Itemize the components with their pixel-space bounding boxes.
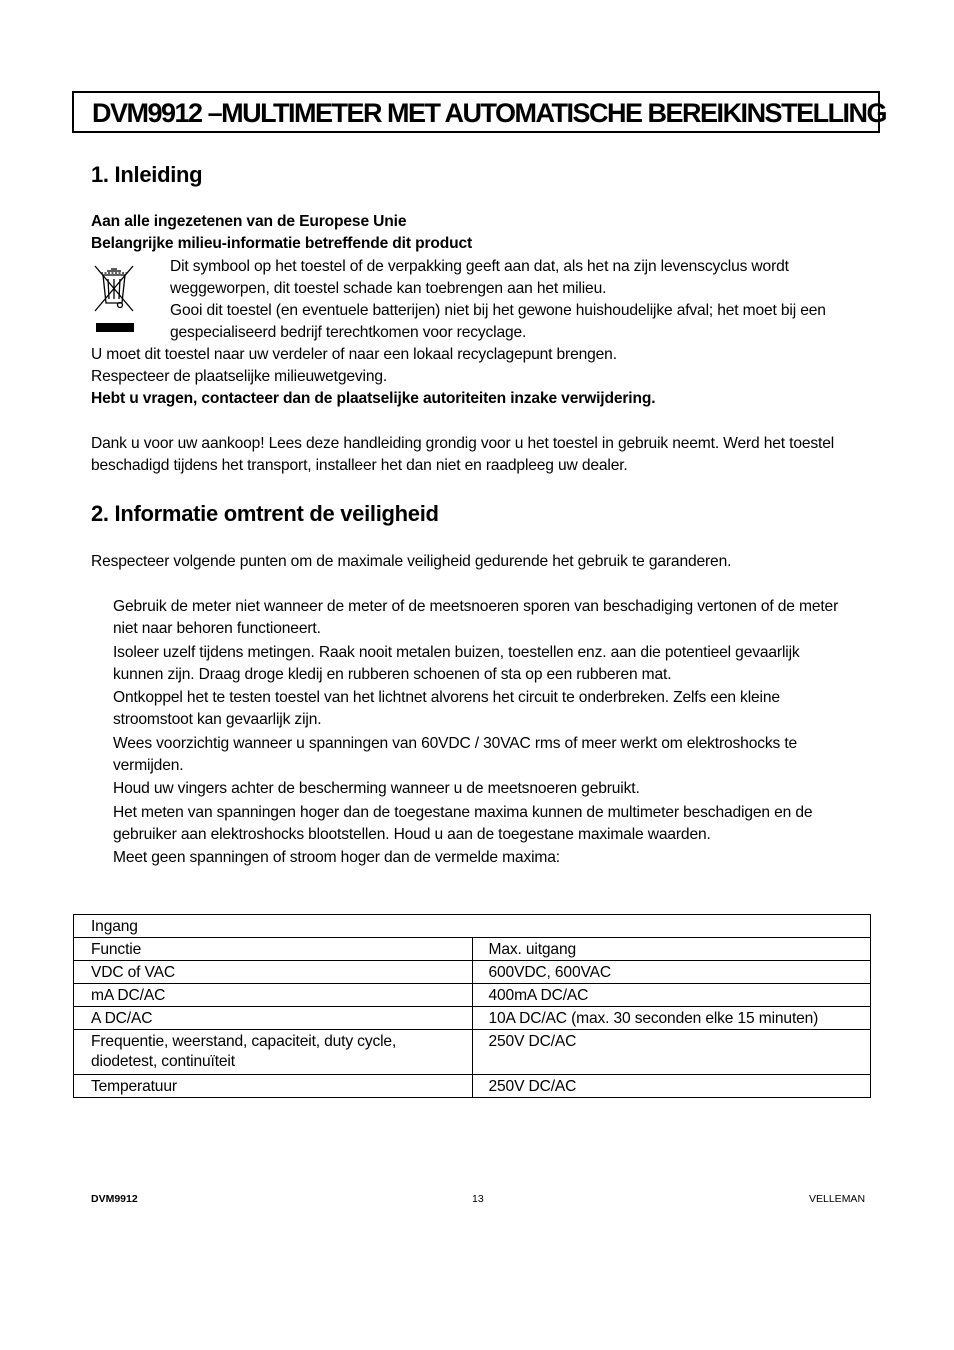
- safety-line-10: Het meten van spanningen hoger dan de toegestane maxima kunnen de multimeter beschadigen en de: [113, 804, 813, 821]
- weee-text-line-3: Gooi dit toestel (en eventuele batterijen) niet bij het gewone huishoudelijke afval; het moet bij een: [170, 302, 826, 319]
- thanks-line-2: beschadigd tijdens het transport, installeer het dan niet en raadpleeg uw dealer.: [91, 457, 628, 474]
- thanks-line-1: Dank u voor uw aankoop! Lees deze handleiding grondig voor u het toestel in gebruik neemt. Werd het toestel: [91, 435, 835, 452]
- section-2-heading: 2. Informatie omtrent de veiligheid: [91, 501, 439, 526]
- safety-line-12: Meet geen spanningen of stroom hoger dan de vermelde maxima:: [113, 849, 560, 866]
- environmental-law-note: Respecteer de plaatselijke milieuwetgeving.: [91, 368, 388, 385]
- footer-model: DVM9912: [91, 1193, 138, 1205]
- safety-line-9: Houd uw vingers achter de bescherming wanneer u de meetsnoeren gebruikt.: [113, 780, 640, 797]
- table-row: [74, 1007, 871, 1030]
- table-header-input: Ingang: [74, 915, 871, 938]
- questions-note: Hebt u vragen, contacteer dan de plaatselijke autoriteiten inzake verwijdering.: [91, 390, 656, 407]
- crossed-out-wheelie-bin-icon: [91, 263, 137, 335]
- table-cell-max-output: 400mA DC/AC: [472, 984, 871, 1007]
- safety-line-2: niet naar behoren functioneert.: [113, 620, 321, 637]
- table-row: [74, 984, 871, 1007]
- table-cell-function: A DC/AC: [74, 1007, 473, 1030]
- safety-line-8: vermijden.: [113, 757, 184, 774]
- safety-line-6: stroomstoot kan gevaarlijk zijn.: [113, 711, 322, 728]
- table-row: [74, 938, 871, 961]
- safety-line-5: Ontkoppel het te testen toestel van het lichtnet alvorens het circuit te onderbreken. Zelfs een kleine: [113, 689, 780, 706]
- safety-line-11: gebruiker aan elektroshocks blootstellen. Houd u aan de toegestane maximale waarden.: [113, 826, 711, 843]
- weee-text-line-1: Dit symbool op het toestel of de verpakking geeft aan dat, als het na zijn levenscyclus wordt: [170, 258, 789, 275]
- title-box: [72, 91, 887, 133]
- table-row: [74, 915, 871, 938]
- footer-page-number: 13: [472, 1193, 484, 1205]
- safety-line-4: kunnen zijn. Draag droge kledij en rubberen schoenen of sta op een rubberen mat.: [113, 666, 672, 683]
- table-cell-function: [74, 1030, 473, 1075]
- eu-residents-heading: Aan alle ingezetenen van de Europese Unie: [91, 213, 407, 230]
- table-cell-function: mA DC/AC: [74, 984, 473, 1007]
- table-cell-function: Temperatuur: [74, 1075, 473, 1098]
- table-row: [74, 1075, 871, 1098]
- footer-brand: VELLEMAN: [809, 1193, 866, 1205]
- weee-text-line-2: weggeworpen, dit toestel schade kan toebrengen aan het milieu.: [170, 280, 607, 297]
- weee-text-line-4: gespecialiseerd bedrijf terechtkomen voor recyclage.: [170, 324, 527, 341]
- document-title: DVM9912 –MULTIMETER MET AUTOMATISCHE BEREIKINSTELLING: [92, 98, 887, 128]
- table-col-max-output-header: Max. uitgang: [472, 938, 871, 961]
- dealer-instruction: U moet dit toestel naar uw verdeler of naar een lokaal recyclagepunt brengen.: [91, 346, 617, 363]
- table-cell-function-line-1: Frequentie, weerstand, capaciteit, duty cycle,: [91, 1033, 397, 1050]
- table-cell-max-output: 600VDC, 600VAC: [472, 961, 871, 984]
- table-row: [74, 961, 871, 984]
- table-col-function-header: Functie: [74, 938, 473, 961]
- safety-intro: Respecteer volgende punten om de maximale veiligheid gedurende het gebruik te garanderen.: [91, 553, 732, 570]
- safety-line-1: Gebruik de meter niet wanneer de meter of de meetsnoeren sporen van beschadiging vertonen of de meter: [113, 598, 839, 615]
- table-row: [74, 1030, 871, 1075]
- safety-line-3: Isoleer uzelf tijdens metingen. Raak nooit metalen buizen, toestellen enz. aan die potentieel gevaarlijk: [113, 644, 800, 661]
- environment-info-heading: Belangrijke milieu-informatie betreffende dit product: [91, 235, 473, 252]
- table-cell-max-output: 250V DC/AC: [472, 1030, 871, 1075]
- table-cell-function-line-2: diodetest, continuïteit: [91, 1053, 235, 1070]
- section-1-heading: 1. Inleiding: [91, 162, 203, 187]
- safety-line-7: Wees voorzichtig wanneer u spanningen van 60VDC / 30VAC rms of meer werkt om elektroshocks te: [113, 735, 798, 752]
- table-cell-function: VDC of VAC: [74, 961, 473, 984]
- table-cell-max-output: 10A DC/AC (max. 30 seconden elke 15 minuten): [472, 1007, 871, 1030]
- max-input-table: [73, 914, 871, 1098]
- table-cell-max-output: 250V DC/AC: [472, 1075, 871, 1098]
